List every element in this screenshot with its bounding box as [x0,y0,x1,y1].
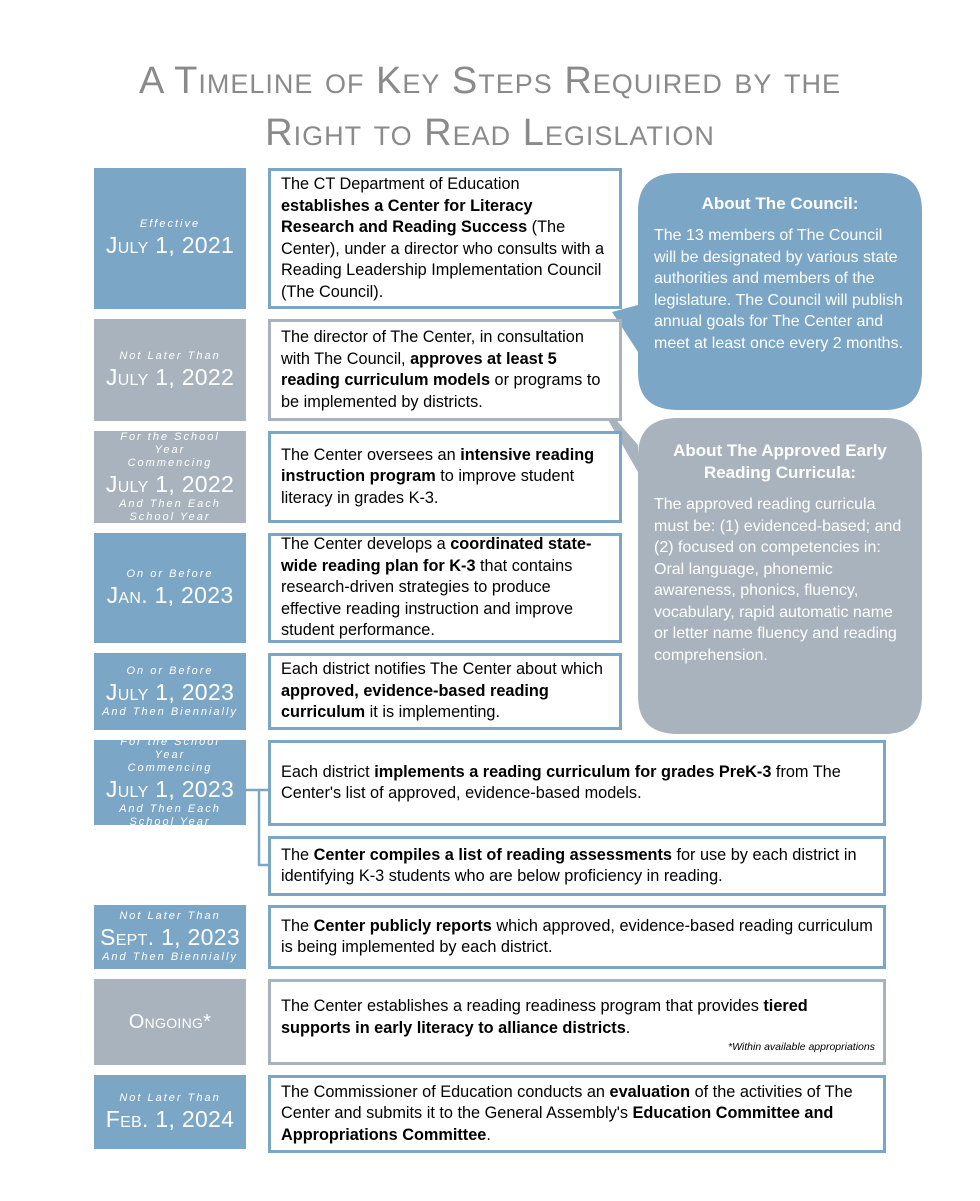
date-qualifier: For the School Year Commencing [120,736,220,774]
date-value: Feb. 1, 2024 [105,1105,235,1132]
date-box-3 [94,431,246,523]
date-box-9 [94,1075,246,1149]
date-qualifier-after: And Then Each School Year [119,497,221,523]
council-callout [638,173,922,410]
date-value: Ongoing* [128,1011,212,1033]
date-value: Jan. 1, 2023 [106,581,234,608]
date-value: July 1, 2021 [105,232,235,258]
step-description-9: The Commissioner of Education conducts an evaluation of the activities of The Center and submits it to the General Assembly's Education Committee and Appropriations Committee. [268,1075,886,1153]
date-value: Sept. 1, 2023 [100,924,240,950]
date-qualifier: Not Later Than [119,1091,221,1104]
date-qualifier: On or Before [126,664,214,677]
step-description-7: The Center publicly reports which approved, evidence-based reading curriculum is being implemented by each district. [268,905,886,969]
council-callout-body: The 13 members of The Council will be designated by various state authorities and members of the legislature. The Council will publish annual goals for The Center and meet at least once every 2 months. [654,227,904,352]
title-line-1: A Timeline of Key Steps Required by the [139,60,841,102]
curricula-callout-body: The approved reading curricula must be: (1) evidenced-based; and (2) focused on competencies in: Oral language, phonemic awareness, phonics, fluency, vocabulary, rapid automatic name or letter name fluency and reading comprehension. [654,496,902,664]
step-description-1: The CT Department of Education establishes a Center for Literacy Research and Reading Success (The Center), under a director who consults with a Reading Leadership Implementation Council (The Council). [268,168,622,309]
date-value: July 1, 2023 [105,678,235,705]
date-qualifier-after: And Then Biennially [102,705,238,718]
step-description-2: The director of The Center, in consultation with The Council, approves at least 5 reading curriculum models or programs to be implemented by districts. [268,319,622,421]
date-qualifier: On or Before [126,567,214,580]
step-description-6b: The Center compiles a list of reading assessments for use by each district in identifying K-3 students who are below proficiency in reading. [268,836,886,896]
date-value: July 1, 2023 [105,776,235,802]
date-box-4 [94,533,246,643]
council-callout-heading: About The Council: [701,194,859,213]
date-qualifier: Not Later Than [119,349,221,362]
date-qualifier-after: And Then Each School Year [119,803,221,828]
curricula-callout [638,418,922,734]
step-description-3: The Center oversees an intensive reading instruction program to improve student literacy in grades K-3. [268,431,622,523]
step-description-4: The Center develops a coordinated state-wide reading plan for K-3 that contains research-driven strategies to produce effective reading instruction and improve student performance. [268,533,622,643]
bracket-connector [246,790,268,865]
date-value: July 1, 2022 [105,363,235,390]
date-qualifier: Effective [139,218,201,230]
step-description-5: Each district notifies The Center about which approved, evidence-based reading curriculum it is implementing. [268,653,622,730]
curricula-callout-heading: About The Approved Early Reading Curricula: [673,441,887,482]
date-qualifier-after: And Then Biennially [102,951,238,963]
date-box-6 [94,736,246,828]
step-description-6a: Each district implements a reading curriculum for grades PreK-3 from The Center's list of approved, evidence-based models. [268,740,886,826]
title-line-2: Right to Read Legislation [265,112,715,154]
step-description-8: The Center establishes a reading readiness program that provides tiered supports in early literacy to alliance districts. *Within available appropriations [268,979,886,1065]
date-box-1 [94,168,246,309]
date-box-2 [94,319,246,421]
date-value: July 1, 2022 [105,470,235,497]
appropriations-footnote: *Within available appropriations [728,1040,875,1053]
date-box-7 [94,905,246,969]
date-qualifier: Not Later Than [119,910,221,922]
date-box-8 [94,979,246,1065]
date-box-5 [94,653,246,730]
date-qualifier: For the School Year Commencing [120,430,220,469]
